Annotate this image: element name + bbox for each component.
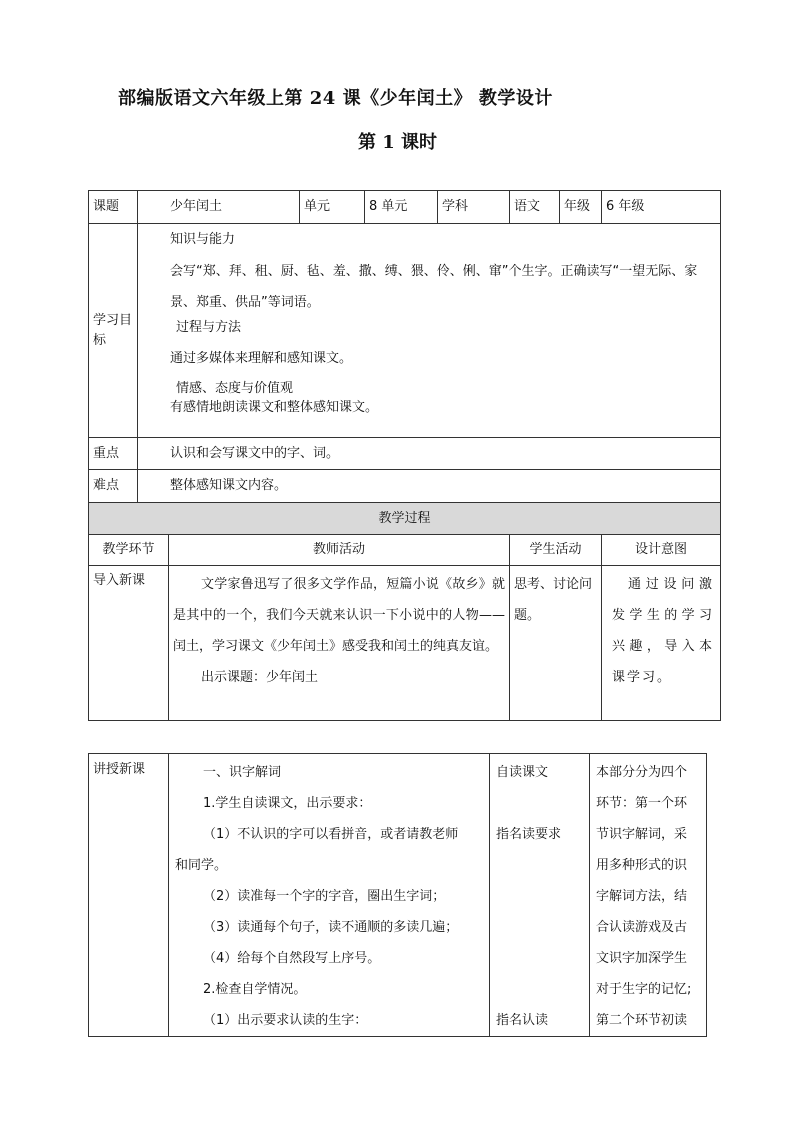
purpose-line: 合认读游戏及古 bbox=[596, 920, 688, 935]
lesson-line-5: （2）读准每一个字的字音，圈出生字词； bbox=[203, 889, 446, 904]
process-header: 教学过程 bbox=[89, 503, 721, 535]
lesson-student-1: 自读课文 bbox=[496, 765, 549, 780]
lesson-line-9: （1）出示要求认读的生字： bbox=[203, 1013, 368, 1028]
document-title: 部编版语文六年级上第 24 课《少年闰土》 教学设计 bbox=[118, 88, 553, 109]
learning-goals bbox=[138, 224, 721, 438]
lesson-plan-table bbox=[88, 190, 721, 721]
intro-stage: 导入新课 bbox=[89, 566, 169, 721]
intro-student-activity bbox=[510, 566, 602, 721]
lesson-line-1: 一、识字解词 bbox=[203, 765, 282, 780]
difficulty-label: 难点 bbox=[89, 470, 138, 503]
lesson-line-2: 1.学生自读课文，出示要求： bbox=[203, 796, 372, 811]
lesson-line-4: 和同学。 bbox=[175, 858, 228, 873]
lesson-teacher-activity bbox=[169, 754, 490, 1037]
lesson-line-7: （4）给每个自然段写上序号。 bbox=[203, 951, 381, 966]
grade-value: 6 年级 bbox=[602, 191, 721, 224]
col-purpose-header: 设计意图 bbox=[602, 535, 721, 566]
lesson-student-3: 指名认读 bbox=[496, 1013, 549, 1028]
lesson-plan-table-continued bbox=[88, 753, 707, 1037]
subject-label: 学科 bbox=[438, 191, 510, 224]
topic-value: 少年闰土 bbox=[138, 191, 300, 224]
goal-process-text: 通过多媒体来理解和感知课文。 bbox=[170, 351, 353, 366]
col-stage-header: 教学环节 bbox=[89, 535, 169, 566]
key-point-text: 认识和会写课文中的字、词。 bbox=[138, 438, 721, 470]
difficulty-text: 整体感知课文内容。 bbox=[138, 470, 721, 503]
goal-heading-emotion: 情感、态度与价值观 bbox=[176, 380, 294, 396]
lesson-period: 第 1 课时 bbox=[358, 132, 438, 153]
lesson-student-2: 指名读要求 bbox=[496, 827, 562, 842]
subject-value: 语文 bbox=[510, 191, 560, 224]
key-point-label: 重点 bbox=[89, 438, 138, 470]
purpose-line: 第二个环节初读 bbox=[596, 1013, 688, 1028]
purpose-line: 用多种形式的识 bbox=[596, 858, 688, 873]
intro-teacher-activity bbox=[169, 566, 510, 721]
intro-purpose bbox=[602, 566, 721, 721]
unit-label: 单元 bbox=[300, 191, 365, 224]
goal-emotion-text: 有感情地朗读课文和整体感知课文。 bbox=[170, 400, 379, 415]
purpose-line: 文识字加深学生 bbox=[596, 951, 688, 966]
purpose-line: 字解词方法，结 bbox=[596, 889, 688, 904]
goal-heading-knowledge: 知识与能力 bbox=[170, 232, 236, 247]
purpose-line: 节识字解词，采 bbox=[596, 827, 688, 842]
intro-show-title: 出示课题：少年闰土 bbox=[201, 670, 319, 685]
lesson-line-3: （1）不认识的字可以看拼音，或者请教老师 bbox=[203, 827, 459, 842]
intro-purpose-text: 通过设问激发学生的学习兴趣，导入本课学习。 bbox=[612, 577, 715, 685]
purpose-line: 本部分分为四个 bbox=[596, 765, 688, 780]
topic-label: 课题 bbox=[89, 191, 138, 224]
intro-student-text: 思考、讨论问题。 bbox=[514, 577, 593, 623]
purpose-line: 对于生字的记忆; bbox=[596, 982, 692, 997]
goal-knowledge-text: 会写“郑、拜、租、厨、毡、羞、撒、缚、猥、伶、俐、窜”个生字。正确读写“一望无际、家景、郑重、供品”等词语。 bbox=[170, 263, 698, 310]
purpose-line: 环节：第一个环 bbox=[596, 796, 688, 811]
goal-heading-process: 过程与方法 bbox=[176, 319, 242, 335]
lesson-line-8: 2.检查自学情况。 bbox=[203, 982, 307, 997]
intro-teacher-text: 文学家鲁迅写了很多文学作品，短篇小说《故乡》就是其中的一个，我们今天就来认识一下小说中的人物——闰土，学习课文《少年闰土》感受我和闰土的纯真友谊。 bbox=[173, 577, 506, 654]
col-student-header: 学生活动 bbox=[510, 535, 602, 566]
unit-value: 8 单元 bbox=[365, 191, 438, 224]
lesson-purpose bbox=[590, 754, 707, 1037]
grade-label: 年级 bbox=[560, 191, 602, 224]
lesson-student-activity bbox=[490, 754, 590, 1037]
lesson-stage: 讲授新课 bbox=[89, 754, 169, 1037]
goals-label: 学习目标 bbox=[89, 224, 138, 438]
col-teacher-header: 教师活动 bbox=[169, 535, 510, 566]
lesson-line-6: （3）读通每个句子，读不通顺的多读几遍； bbox=[203, 920, 459, 935]
